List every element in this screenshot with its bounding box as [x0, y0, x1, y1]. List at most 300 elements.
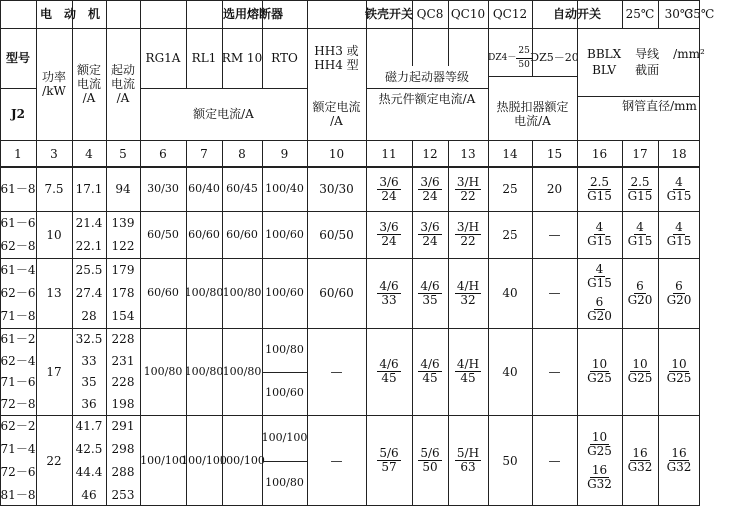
- grid-line: [307, 0, 308, 506]
- denominator: 33: [381, 292, 397, 307]
- thermal-rated-header: 热元件额定电流/A: [378, 92, 476, 106]
- qc8-fraction: [377, 280, 400, 307]
- rm10-cell: 100/100: [219, 453, 265, 467]
- rg1a-cell: 30/30: [147, 182, 179, 195]
- t30-cell: [622, 211, 658, 258]
- grid-line: [488, 0, 489, 506]
- line: 功率: [41, 70, 66, 84]
- denominator: 24: [422, 188, 438, 203]
- line: /A: [330, 114, 343, 128]
- numerator: 4: [636, 220, 644, 234]
- t30-cell: [622, 258, 658, 328]
- numerator: 3/6: [379, 220, 399, 234]
- power-header: [36, 28, 72, 140]
- numerator: 4/6: [379, 357, 399, 371]
- grid-line: [222, 0, 223, 88]
- rated-current-cell: 28: [81, 309, 97, 324]
- numerator: 3/6: [420, 174, 440, 189]
- t35-values: [667, 358, 692, 385]
- model-cell: 81－8: [0, 487, 36, 502]
- t35-cell: [658, 328, 700, 415]
- pipe-header: 钢管直径/mm: [622, 98, 697, 113]
- column-number: 3: [50, 147, 58, 161]
- start-current-cell: 94: [115, 182, 131, 196]
- qc10-cell: [412, 167, 448, 211]
- wire-header: [577, 28, 752, 96]
- denominator: G20: [587, 309, 612, 323]
- rated-current-cell: 46: [81, 487, 97, 502]
- model-cell: 62－4: [0, 353, 36, 368]
- grid-line: [186, 140, 187, 506]
- model-cell: 71－4: [0, 442, 36, 457]
- rm10-header: RM 10: [221, 51, 263, 65]
- rg1a-header: RG1A: [145, 51, 181, 65]
- wire-pipe-fraction: [628, 280, 653, 307]
- grid-line: [262, 140, 263, 506]
- rto-cell: 100/100: [261, 430, 308, 444]
- qc10-fraction: [418, 221, 441, 248]
- motor-header: 电 动 机: [39, 7, 100, 21]
- temp-25-header: 25℃: [625, 7, 655, 21]
- wire-pipe-fraction: [667, 447, 692, 474]
- qc10-cell: [412, 415, 448, 506]
- line: /kW: [42, 84, 66, 98]
- qc10-cell: [412, 211, 448, 258]
- qc8-fraction: [377, 447, 400, 474]
- column-number: 18: [671, 147, 687, 161]
- line: 额定电流: [312, 100, 361, 114]
- numerator: 10: [591, 357, 608, 371]
- model-cell: 61－8: [0, 182, 36, 196]
- grid-line: [0, 211, 700, 212]
- fuse-header: 选用熔断器: [222, 7, 283, 21]
- denominator: 45: [422, 371, 438, 385]
- grid-line: [412, 140, 413, 506]
- qc12-cell: [448, 415, 488, 506]
- qc12-fraction: [455, 447, 481, 474]
- t30-values: [628, 358, 653, 385]
- rm10-cell: 100/80: [222, 286, 262, 299]
- qc12-cell: [448, 258, 488, 328]
- power-label: [42, 70, 66, 98]
- denominator: G32: [627, 460, 653, 474]
- rto-cell: 100/40: [265, 182, 304, 195]
- power-cell: 10: [46, 227, 62, 242]
- numerator: 6: [675, 278, 683, 293]
- qc10-fraction: [418, 358, 441, 385]
- denominator: 63: [460, 460, 476, 474]
- dz4-prefix: DZ4－: [488, 53, 517, 63]
- hh-cell: —: [330, 453, 343, 468]
- grid-line: [222, 140, 223, 506]
- rm10-cell: 100/80: [222, 364, 262, 378]
- t30-values: [628, 176, 653, 203]
- start-current-cell: 228: [111, 331, 135, 346]
- denominator: G15: [587, 188, 612, 203]
- numerator: 3/H: [456, 220, 480, 234]
- numerator: 2.5: [589, 174, 610, 189]
- denominator: 32: [460, 292, 476, 307]
- qc8-cell: [366, 258, 412, 328]
- t30-values: [628, 447, 653, 474]
- numerator: 10: [671, 357, 687, 371]
- qc10-fraction: [418, 176, 441, 203]
- numerator: 4/6: [420, 357, 440, 371]
- line: 电流/A: [514, 114, 551, 128]
- t25-values: [587, 431, 612, 491]
- wire-pipe-fraction: [667, 280, 692, 307]
- wire-pipe-fraction: [628, 221, 653, 248]
- dz5-cell: —: [548, 364, 561, 379]
- blv-label: BLV: [592, 63, 617, 77]
- t35-values: [667, 221, 692, 248]
- t35-cell: [658, 258, 700, 328]
- wire-pipe-fraction: [628, 358, 653, 385]
- t35-values: [667, 176, 692, 203]
- rl1-cell: 100/80: [184, 364, 224, 378]
- power-cell: 17: [46, 364, 62, 379]
- denominator: G25: [587, 371, 612, 385]
- grid-line: [140, 88, 307, 89]
- t25-values: [587, 263, 612, 323]
- column-number: 5: [119, 147, 127, 161]
- wire-pipe-fraction: [587, 263, 612, 290]
- numerator: 3/H: [456, 174, 480, 189]
- grid-line: [262, 0, 263, 88]
- denominator: 24: [381, 188, 397, 203]
- model-cell: 71－8: [0, 309, 36, 324]
- start-current-cell: 288: [111, 464, 135, 479]
- line: /A: [82, 91, 96, 105]
- column-number: 15: [546, 147, 563, 161]
- grid-line: [532, 140, 533, 506]
- denominator: 50: [422, 460, 438, 474]
- column-number: 17: [632, 147, 648, 161]
- dz4-label: [488, 45, 532, 72]
- grid-line: [622, 0, 623, 28]
- denominator: G20: [666, 292, 692, 307]
- grid-line: [0, 140, 700, 141]
- trip-rated-label: [496, 100, 568, 128]
- grid-line: [186, 0, 187, 88]
- grid-line: [577, 0, 578, 506]
- grid-line: [699, 0, 700, 506]
- numerator: 5/6: [420, 446, 440, 460]
- denominator: 45: [460, 371, 476, 385]
- qc12-cell: [448, 328, 488, 415]
- rated-current-cell: 36: [81, 397, 97, 412]
- denominator: G25: [587, 443, 612, 458]
- t30-cell: [622, 167, 658, 211]
- numerator: 16: [671, 446, 687, 460]
- dz5-cell: —: [548, 286, 561, 300]
- grid-line: [0, 166, 700, 168]
- hh-cell: 60/50: [319, 227, 354, 242]
- numerator: 4/6: [379, 278, 399, 293]
- t30-values: [628, 280, 653, 307]
- dz5-cell: 20: [546, 182, 563, 196]
- grid-line: [0, 258, 700, 259]
- column-number: 11: [381, 147, 397, 161]
- rated-current-cell: 25.5: [75, 262, 103, 277]
- dz4-cell: 25: [502, 182, 518, 196]
- t30-cell: [622, 328, 658, 415]
- rl1-cell: 100/80: [184, 286, 224, 299]
- hh-cell: —: [330, 364, 343, 379]
- model-series-header: J2: [10, 107, 26, 121]
- wire-pipe-fraction: [587, 221, 612, 248]
- qc12-fraction: [455, 358, 481, 385]
- dz4-cell: 40: [502, 364, 518, 379]
- grid-line: [262, 372, 307, 373]
- denominator: G15: [627, 188, 653, 203]
- line: HH4 型: [314, 58, 359, 72]
- rto-cell: 100/60: [265, 227, 304, 241]
- denominator: G32: [666, 460, 692, 474]
- qc8-fraction: [377, 221, 400, 248]
- line: 热脱扣器额定: [496, 100, 569, 114]
- hh-cell: 30/30: [319, 182, 354, 196]
- t25-values: [587, 176, 612, 203]
- t25-values: [587, 221, 612, 248]
- numerator: 5/6: [379, 446, 399, 460]
- grid-line: [140, 0, 141, 506]
- rm10-cell: 60/60: [226, 227, 258, 241]
- start-current-cell: 122: [111, 239, 135, 254]
- numerator: 4: [595, 220, 604, 234]
- column-number: 8: [238, 147, 246, 161]
- power-cell: 13: [46, 286, 62, 300]
- rated-current-cell: 33: [81, 353, 97, 368]
- t35-values: [667, 447, 692, 474]
- qc10-cell: [412, 258, 448, 328]
- qc10-fraction: [418, 280, 441, 307]
- rg1a-cell: 60/60: [147, 286, 179, 299]
- t25-cell: [577, 328, 622, 415]
- rg1a-cell: 100/80: [143, 364, 183, 378]
- t25-values: [587, 358, 612, 385]
- model-cell: 72－8: [0, 397, 36, 412]
- denominator: G15: [587, 276, 612, 290]
- rated-current-cell: 21.4: [75, 215, 103, 230]
- iron-rated-label: [312, 100, 360, 128]
- denominator: G25: [627, 371, 653, 385]
- trip-rated-header: [488, 88, 577, 140]
- t35-cell: [658, 415, 700, 506]
- column-number: 16: [591, 147, 608, 161]
- denominator: 24: [422, 234, 438, 248]
- numerator: 4: [675, 174, 683, 189]
- line: /A: [116, 91, 130, 105]
- rl1-cell: 100/100: [181, 453, 227, 467]
- rl1-cell: 60/40: [188, 182, 220, 195]
- numerator: 10: [591, 429, 608, 444]
- motor-selection-table: 电 动 机 选用熔断器 铁壳开关 QC8 QC10 QC12 自动开关 25℃ 30℃ 35℃ 型号 J2 功率 /kW 额定 电流 /A 起动 电流 /A RG1A RL1 RM 10 RTO 额定电流/A HH3 或 HH4 型 额定电流 /A 磁力起动器等级 热元件额定电流/A DZ4－ $\frac{25}{50}$ DZ5－20 热脱扣器额定 电流/A BBLX 导线 /mm² BLV 截面 钢管直径/mm 1 3 4 5 6 7 8 9 10 11 12 13 14 15 16 17 18 61－8 17.1 94 7.5 30/30 60/40 60/45 100/40 30/30 $\frac{3/6}{24}$ $\frac{3/6}{24}$ $\frac{3/H}{22}$ 25 20 $\frac{2.5}{G15}$ $\frac{2.5}{G15}$ $\frac{4}{G15}$ 61－6 21.4 139 62－8 22.1 122 10 60/50 60/60 60/60 100/60 60/50 $\frac{3/6}{24}$ $\frac{3/6}{24}$ $\frac{3/H}{22}$ 25 — $\frac{4}{G15}$ $\frac{4}{G15}$ $\frac{4}{G15}$ 61－4 25.5 179 62－6 27.4 178 71－8 28 154 13 60/60 100/80 100/80 100/60 60/60 $\frac{4/6}{33}$ $\frac{4/6}{35}$ $\frac{4/H}{32}$ 40 — $\frac{4}{G15}$ $\frac{6}{G20}$ $\frac{6}{G20}$ $\frac{6}{G20}$ 61－2 32.5 228 62－4 33 231 71－6 35 228 72－8 36 198 17 100/80 100/80 100/80 100/80 100/60 — $\frac{4/6}{45}$ $\frac{4/6}{45}$ $\frac{4/H}{45}$ 40 — $\frac{10}{G25}$ $\frac{10}{G25}$ $\frac{10}{G25}$ 62－2 41.7 291 71－4 42.5 298 72－6 44.4 288 81－8 46 253 22 100/100 100/100 100/100 100/100 100/80 — $\frac{5/6}{57}$ $\frac{5/6}{50}$ $\frac{5/H}{63}$ 50 — $\frac{10}{G25}$ $\frac{16}{G32}$ $\frac{16}{G32}$ $\frac{16}{G32}$: [0, 0, 700, 506]
- denominator: 24: [381, 234, 397, 248]
- t35-values: [667, 280, 692, 307]
- rm10-cell: 60/45: [226, 182, 258, 195]
- wire-pipe-fraction: [587, 431, 612, 458]
- qc8-fraction: [377, 358, 400, 385]
- rated-current-cell: 17.1: [75, 182, 103, 196]
- model-cell: 72－6: [0, 464, 36, 479]
- denominator: 57: [381, 460, 397, 474]
- wire-label-2: 截面: [635, 63, 660, 77]
- power-cell: 22: [46, 453, 62, 468]
- rated-label: [77, 63, 101, 105]
- qc12-header: QC12: [492, 7, 528, 21]
- denominator: G15: [627, 234, 653, 248]
- numerator: 4/H: [456, 278, 480, 293]
- line: 电流: [110, 77, 135, 91]
- rated-current-cell: 22.1: [75, 239, 103, 254]
- column-number: 1: [14, 147, 22, 161]
- grid-line: [622, 140, 623, 506]
- denominator: 45: [381, 371, 397, 385]
- grid-line: [577, 96, 700, 97]
- hh-header: [307, 28, 366, 88]
- rated-current-cell: 41.7: [75, 419, 103, 434]
- model-cell: 61－6: [0, 215, 36, 230]
- denominator: G15: [666, 234, 692, 248]
- grid-line: [72, 0, 73, 506]
- hh-label: [314, 44, 358, 72]
- denominator: 22: [460, 234, 476, 248]
- numerator: 5/H: [456, 446, 480, 460]
- bblx-label: BBLX: [587, 47, 622, 61]
- rated-current-cell: 27.4: [75, 285, 103, 300]
- wire-pipe-fraction: [667, 221, 692, 248]
- denominator: 50: [518, 59, 530, 70]
- column-number: 9: [280, 147, 289, 161]
- grid-line: [448, 140, 449, 506]
- denominator: G15: [666, 188, 692, 203]
- t35-cell: [658, 167, 700, 211]
- qc10-fraction: [418, 447, 441, 474]
- grid-line: [0, 88, 36, 89]
- qc10-cell: [412, 328, 448, 415]
- grid-line: [412, 0, 413, 66]
- start-current-cell: 139: [111, 215, 135, 230]
- denominator: G20: [627, 292, 653, 307]
- wire-pipe-fraction: [587, 358, 612, 385]
- rated-current-cell: 44.4: [75, 464, 103, 479]
- wire-pipe-fraction: [628, 176, 653, 203]
- grid-line: [262, 461, 307, 462]
- qc10-header: QC10: [450, 7, 486, 21]
- numerator: 3/6: [379, 174, 399, 189]
- grid-line: [448, 0, 449, 66]
- t25-cell: [577, 415, 622, 506]
- qc8-cell: [366, 167, 412, 211]
- grid-line: [0, 28, 700, 29]
- grid-line: [0, 328, 700, 329]
- dz4-cell: 25: [502, 227, 518, 242]
- start-current-cell: 178: [111, 285, 135, 300]
- grid-line: [488, 76, 577, 77]
- line: HH3 或: [314, 44, 359, 58]
- start-current-cell: 154: [111, 309, 135, 324]
- iron-rated-header: [307, 88, 366, 140]
- wire-pipe-fraction: [667, 358, 692, 385]
- wire-pipe-fraction: [628, 447, 653, 474]
- wire-label-1: 导线: [635, 47, 660, 61]
- start-current-cell: 231: [111, 353, 135, 368]
- wire-pipe-fraction: [667, 176, 692, 203]
- qc8-cell: [366, 211, 412, 258]
- power-cell: 7.5: [44, 182, 64, 196]
- model-cell: 61－2: [0, 331, 36, 346]
- t30-values: [628, 221, 653, 248]
- grid-line: [366, 88, 488, 89]
- grid-line: [658, 140, 659, 506]
- grid-line: [0, 415, 700, 416]
- rg1a-cell: 60/50: [147, 227, 179, 241]
- start-current-header: [106, 28, 140, 140]
- dz4-header: [488, 40, 532, 76]
- line: 电流: [76, 77, 101, 91]
- model-cell: 62－2: [0, 419, 36, 434]
- wire-unit: /mm²: [673, 47, 705, 61]
- column-number: 10: [328, 147, 345, 161]
- numerator: 4: [675, 220, 683, 234]
- grid-line: [36, 0, 37, 506]
- qc12-cell: [448, 167, 488, 211]
- rto-cell: 100/60: [265, 286, 304, 299]
- t25-cell: [577, 167, 622, 211]
- start-current-cell: 253: [111, 487, 135, 502]
- rto-header: RTO: [271, 51, 298, 65]
- rl1-header: RL1: [191, 51, 217, 65]
- t35-cell: [658, 211, 700, 258]
- numerator: 10: [632, 357, 648, 371]
- rto-cell: 100/60: [265, 386, 304, 400]
- column-number: 12: [422, 147, 438, 161]
- grid-line: [658, 0, 659, 28]
- grid-line: [532, 0, 533, 76]
- model-cell: 62－6: [0, 285, 36, 300]
- qc12-fraction: [455, 280, 481, 307]
- qc8-header: QC8: [416, 7, 444, 21]
- grid-line: [106, 0, 107, 506]
- column-number: 7: [200, 147, 208, 161]
- mag-level-header: 磁力起动器等级: [384, 70, 469, 84]
- numerator: 4/H: [456, 357, 480, 371]
- qc12-fraction: [455, 176, 481, 203]
- wire-pipe-fraction: [587, 296, 612, 323]
- column-number: 14: [502, 147, 518, 161]
- denominator: 35: [422, 292, 438, 307]
- line: 起动: [110, 63, 135, 77]
- numerator: 2.5: [630, 174, 650, 189]
- denominator: G32: [587, 476, 612, 491]
- numerator: 6: [595, 295, 604, 309]
- qc12-cell: [448, 211, 488, 258]
- qc8-cell: [366, 328, 412, 415]
- numerator: 25: [516, 45, 531, 59]
- wire-label: [587, 47, 705, 77]
- rated-current-cell: 35: [81, 375, 97, 390]
- denominator: G25: [666, 371, 692, 385]
- model-header: 型号: [5, 51, 30, 65]
- model-cell: 61－4: [0, 262, 36, 277]
- qc8-cell: [366, 415, 412, 506]
- wire-pipe-fraction: [587, 176, 612, 203]
- wire-pipe-fraction: [587, 464, 612, 491]
- column-number: 13: [460, 147, 476, 161]
- dz5-cell: —: [548, 227, 561, 242]
- start-current-cell: 298: [111, 442, 135, 457]
